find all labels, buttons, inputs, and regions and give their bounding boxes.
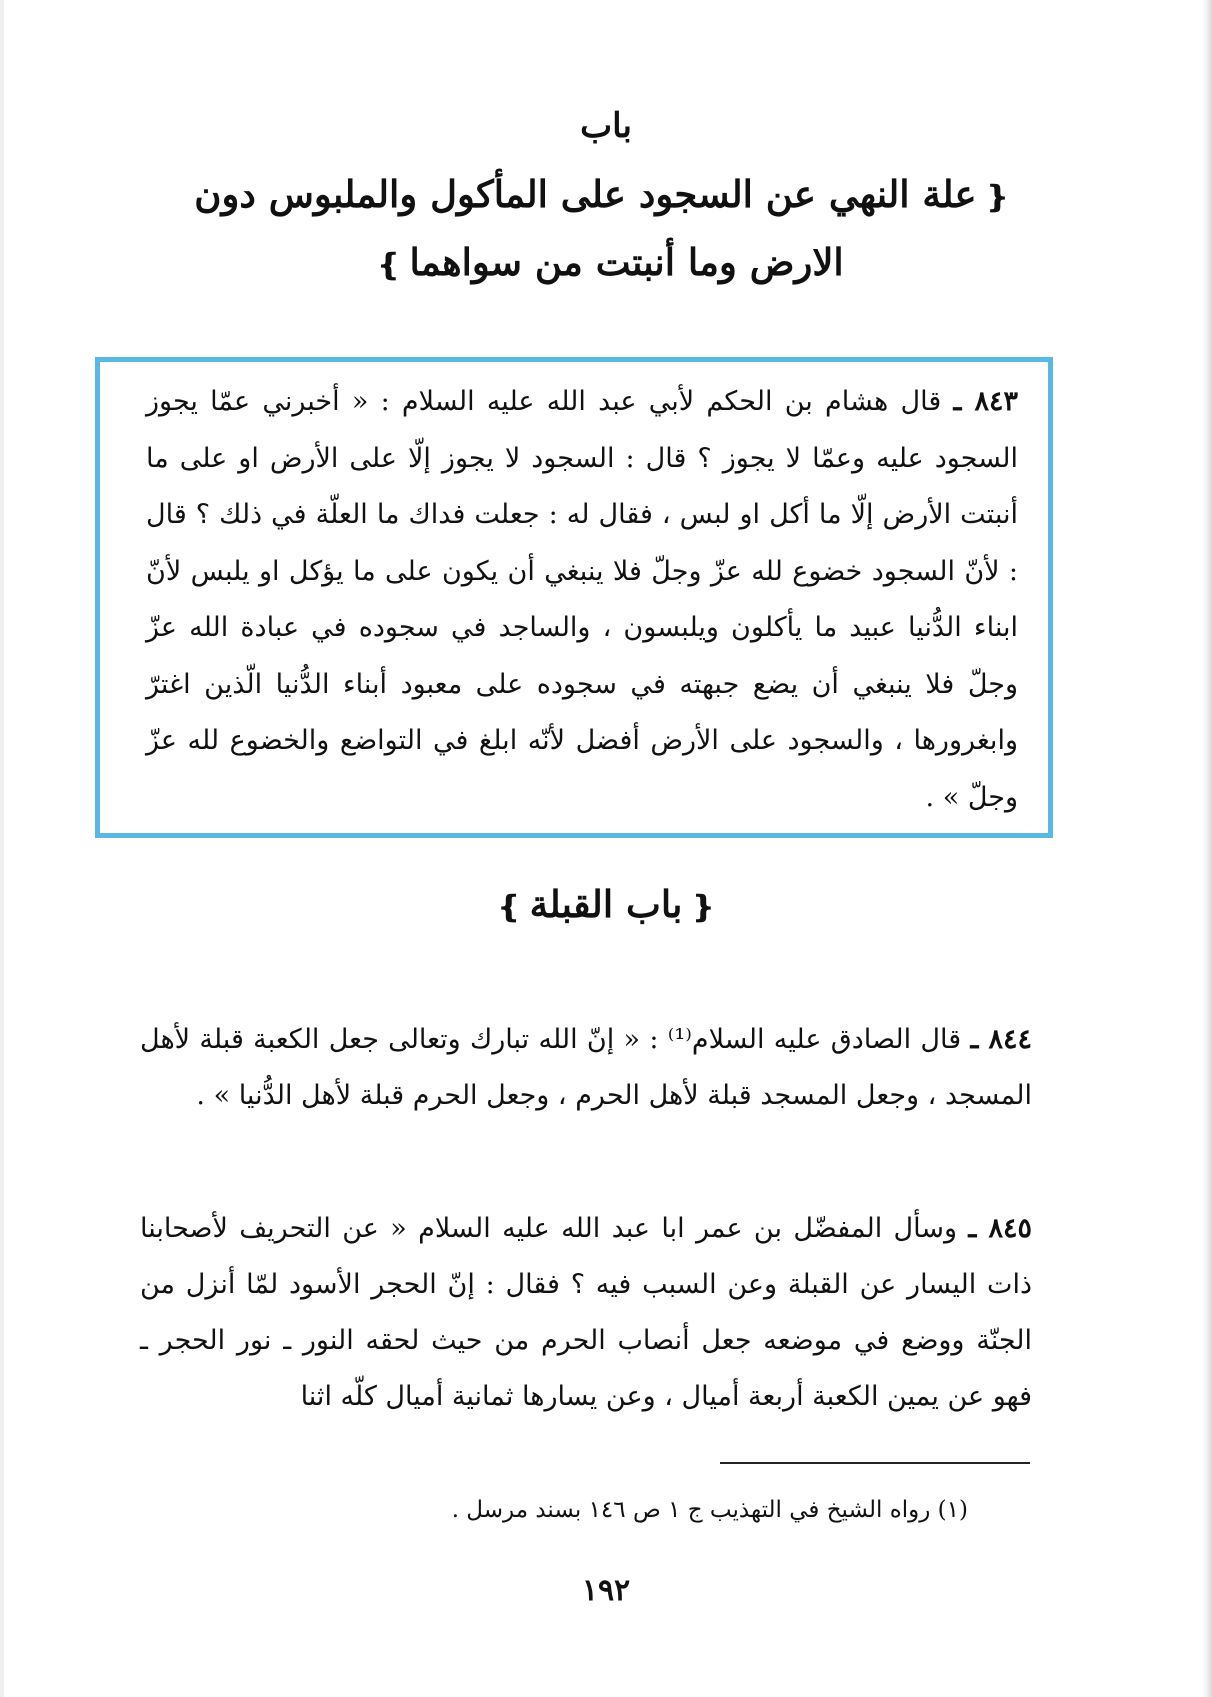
chapter-label: باب xyxy=(580,106,632,146)
hadith-845-number: ٨٤٥ ـ xyxy=(968,1213,1032,1244)
ornament-open-icon: ❴ xyxy=(690,890,716,925)
chapter-title-line-2 xyxy=(0,240,1212,284)
ornament-close-icon: ❵ xyxy=(496,890,522,925)
hadith-843-number: ٨٤٣ ـ xyxy=(953,386,1018,417)
hadith-844 xyxy=(140,1012,1032,1124)
hadith-845 xyxy=(140,1201,1032,1425)
footnote: (١) رواه الشيخ في التهذيب ج ١ ص ١٤٦ بسند مرسل . xyxy=(451,1497,968,1523)
page-number: ١٩٢ xyxy=(581,1573,631,1608)
hadith-843-text: قال هشام بن الحكم لأبي عبد الله عليه السلام : « أخبرني عمّا يجوز السجود عليه وعمّا لا يجوز ؟ قال : السجود لا يجوز إلّا على الأرض او على ما أنبتت الأرض إلّا ما أكل او لبس ، فقال له : جعلت فداك ما العلّة في ذلك ؟ قال : لأنّ السجود خضوع لله عزّ وجلّ فلا ينبغي أن يكون على ما يؤكل او يلبس لأنّ ابناء الدُّنيا عبيد ما يأكلون ويلبسون ، والساجد في سجوده في عبادة الله عزّ وجلّ فلا ينبغي أن يضع جبهته في سجوده على معبود أبناء الدُّنيا الّذين اغترّ وابغرورها ، والسجود على الأرض أفضل لأنّه ابلغ في التواضع والخضوع لله عزّ وجلّ » . xyxy=(146,386,1019,813)
hadith-845-text: وسأل المفضّل بن عمر ابا عبد الله عليه السلام « عن التحريف لأصحابنا ذات اليسار عن القبلة وعن السبب فيه ؟ فقال : إنّ الحجر الأسود لمّا أنزل من الجنّة ووضع في موضعه جعل أنصاب الحرم من حيث لحقه النور ـ نور الحجر ـ فهو عن يمين الكعبة أربعة أميال ، وعن يسارها ثمانية أميال كلّه اثنا xyxy=(140,1213,1032,1412)
qibla-chapter-title xyxy=(0,882,1212,926)
chapter-title-line-1-text: علة النهي عن السجود على المأكول والملبوس دون xyxy=(194,172,977,216)
hadith-843 xyxy=(146,374,1018,826)
hadith-844-text: قال الصادق عليه السلام⁽¹⁾ : « إنّ الله تبارك وتعالى جعل الكعبة قبلة لأهل المسجد ، وجعل المسجد قبلة لأهل الحرم ، وجعل الحرم قبلة لأهل الدُّنيا » . xyxy=(140,1024,1032,1111)
qibla-chapter-title-text: باب القبلة xyxy=(529,882,683,926)
hadith-844-number: ٨٤٤ ـ xyxy=(970,1024,1032,1055)
ornament-close-icon: ❵ xyxy=(376,248,402,283)
chapter-title-line-1 xyxy=(0,172,1212,216)
footnote-divider xyxy=(720,1462,1030,1464)
highlighted-hadith-box xyxy=(95,357,1053,838)
ornament-open-icon: ❴ xyxy=(984,180,1010,215)
chapter-title-line-2-text: الارض وما أنبتت من سواهما xyxy=(409,240,844,284)
